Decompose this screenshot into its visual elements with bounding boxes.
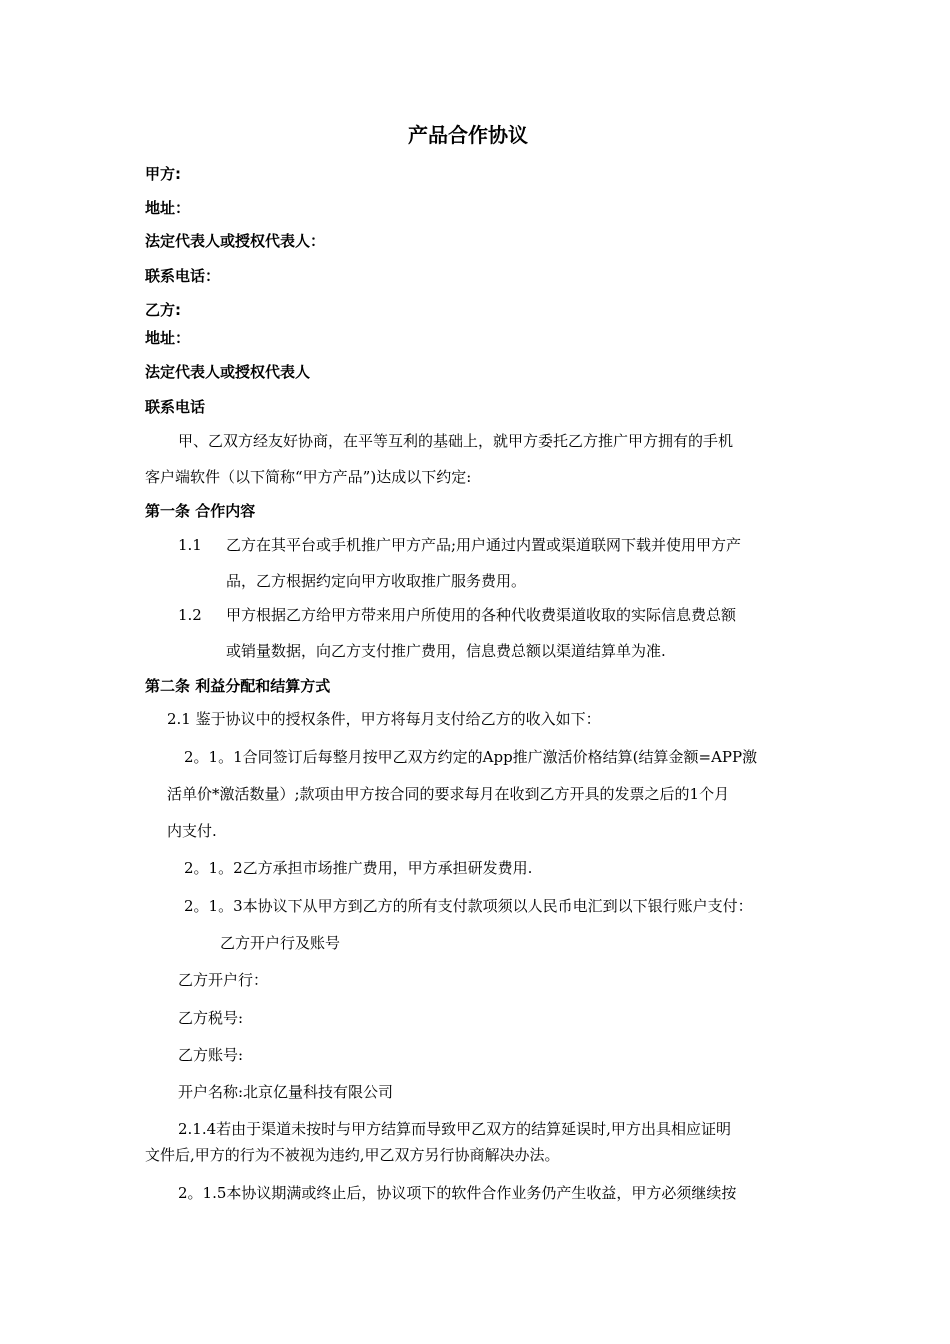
clause-2-1-5: 2。1.5本协议期满或终止后，协议项下的软件合作业务仍产生收益，甲方必须继续按 xyxy=(178,1184,737,1202)
account-number-field: 乙方账号: xyxy=(178,1046,244,1064)
clause-2-1-4-line-1: 2.1.4若由于渠道未按时与甲方结算而导致甲乙双方的结算延误时,甲方出具相应证明 xyxy=(178,1120,731,1138)
document-title: 产品合作协议 xyxy=(408,123,528,147)
bank-heading: 乙方开户行及账号 xyxy=(220,934,341,952)
account-name-field: 开户名称:北京亿量科技有限公司 xyxy=(178,1083,394,1101)
clause-2-1-2: 2。1。2乙方承担市场推广费用，甲方承担研发费用. xyxy=(184,859,533,877)
clause-1-1-line-1: 乙方在其平台或手机推广甲方产品;用户通过内置或渠道联网下载并使用甲方产 xyxy=(226,536,742,554)
party-b-address: 地址： xyxy=(145,329,191,347)
clause-1-1-line-2: 品，乙方根据约定向甲方收取推广服务费用。 xyxy=(226,572,527,590)
clause-2-1: 2.1 鉴于协议中的授权条件，甲方将每月支付给乙方的收入如下： xyxy=(167,710,601,728)
article-2-heading: 第二条 利益分配和结算方式 xyxy=(145,677,331,695)
party-a-phone: 联系电话： xyxy=(145,267,221,285)
clause-2-1-1-line-1: 2。1。1合同签订后每整月按甲乙双方约定的App推广激活价格结算(结算金额=APP激 xyxy=(184,748,758,766)
party-b-phone: 联系电话 xyxy=(145,398,206,416)
intro-line-1: 甲、乙双方经友好协商，在平等互利的基础上，就甲方委托乙方推广甲方拥有的手机 xyxy=(178,432,734,450)
clause-2-1-1-line-3: 内支付. xyxy=(167,822,217,840)
party-b-rep: 法定代表人或授权代表人 xyxy=(145,363,311,381)
clause-1-2-line-2: 或销量数据，向乙方支付推广费用，信息费总额以渠道结算单为准. xyxy=(226,642,666,660)
party-a-address: 地址： xyxy=(145,199,191,217)
tax-number-field: 乙方税号: xyxy=(178,1009,244,1027)
bank-name-field: 乙方开户行： xyxy=(178,971,269,989)
clause-2-1-3: 2。1。3本协议下从甲方到乙方的所有支付款项须以人民币电汇到以下银行账户支付： xyxy=(184,897,753,915)
party-b-label: 乙方: xyxy=(145,301,181,319)
party-a-label: 甲方: xyxy=(145,165,181,183)
clause-1-1-number: 1.1 xyxy=(178,536,202,554)
party-a-rep: 法定代表人或授权代表人： xyxy=(145,232,326,250)
article-1-heading: 第一条 合作内容 xyxy=(145,502,256,520)
clause-2-1-1-line-2: 活单价*激活数量）;款项由甲方按合同的要求每月在收到乙方开具的发票之后的1个月 xyxy=(167,785,730,803)
clause-1-2-line-1: 甲方根据乙方给甲方带来用户所使用的各种代收费渠道收取的实际信息费总额 xyxy=(226,606,737,624)
intro-line-2: 客户端软件（以下简称“甲方产品”)达成以下约定: xyxy=(145,468,472,486)
clause-1-2-number: 1.2 xyxy=(178,606,202,624)
clause-2-1-4-line-2: 文件后,甲方的行为不被视为违约,甲乙双方另行协商解决办法。 xyxy=(145,1146,560,1164)
